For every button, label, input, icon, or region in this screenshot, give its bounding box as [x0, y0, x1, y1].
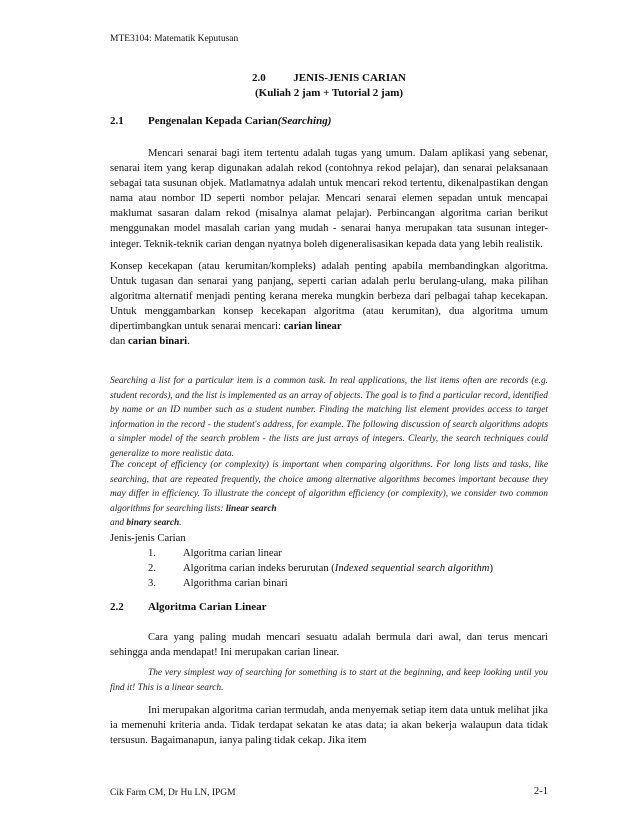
paragraph-intro-malay: Mencari senarai bagi item tertentu adalah tugas yang umum. Dalam aplikasi yang sebenar, senarai item yang kerap digunakan adalah rekod (contohnya rekod pelajar), dan senarai pelaksanaan sebagai tata susunan objek. Matlamatnya adalah untuk mencari rekod tertentu, dikenalpastikan dengan nama atau nombor ID seperti nombor pelajar. Mencari senarai elemen sepadan untuk mencapai maklumat sasaran dalam rekod (misalnya alamat pelajar). Perbincangan algoritma carian berikut menggunakan model masalah carian yang mudah - senarai hanya merupakan tata susunan integer-integer. Teknik-teknik carian dengan nyatnya boleh digeneralisasikan kepada data yang lebih realistik.	[110, 148, 548, 250]
list-item-number: 1.	[148, 548, 156, 559]
chapter-heading: JENIS-JENIS CARIAN	[293, 72, 407, 84]
chapter-hours: (Kuliah 2 jam + Tutorial 2 jam)	[254, 87, 404, 99]
chapter-title	[110, 72, 548, 84]
section-number: 2.1	[110, 115, 124, 127]
section-number: 2.2	[110, 601, 124, 613]
section-title-english: (Searching)	[277, 115, 332, 127]
paragraph-text: Konsep kecekapan (atau kerumitan/kompleks) adalah penting apabila membandingkan algoritma. Untuk tugasan dan senarai yang panjang, seperti carian adalah perlu berulang-ulang, maka pilihan algoritma alternatif menjadi penting kerana mereka mungkin berbeza dari pelbagai tahap kecekapan. Untuk menggambarkan konsep kecekapan algoritma (atau kerumitan), dua algoritma umum dipertimbangkan untuk senarai mencari:	[110, 261, 548, 333]
paragraph-text: The concept of efficiency (or complexity) is important when comparing algorithms. For long lists and tasks, like searching, that are repeated frequently, the choice among alternative algorithms becomes important because they may differ in efficiency. To illustrate the concept of algorithm efficiency (or complexity), we consider two common algorithms for searching lists:	[110, 460, 548, 514]
bold-binary-search-en: binary search	[126, 518, 180, 529]
page-number: 2-1	[533, 786, 548, 797]
list-item-note: Indexed sequential search algorithm	[334, 563, 490, 574]
paragraph-efficiency-malay	[110, 259, 548, 350]
list-item	[110, 576, 288, 591]
list-item-number: 2.	[148, 563, 156, 574]
list-item	[110, 561, 493, 576]
paragraph-linear-malay: Cara yang paling mudah mencari sesuatu adalah bermula dari awal, dan terus mencari sehingga anda mendapat! Ini merupakan carian linear.	[110, 632, 548, 659]
section-heading-2-2	[110, 601, 267, 613]
list-item-text: Algoritma carian indeks berurutan (	[183, 563, 335, 574]
list-item-text-wrapper: Algoritma carian indeks berurutan (Indexed sequential search algorithm)	[183, 563, 493, 574]
running-header: MTE3104: Matematik Keputusan	[110, 34, 239, 44]
period: .	[179, 518, 182, 529]
and-text: dan	[110, 336, 126, 348]
period: .	[187, 336, 190, 348]
paragraph-efficiency-english	[110, 458, 548, 531]
footer-authors: Cik Farm CM, Dr Hu LN, IPGM	[110, 788, 236, 798]
list-item-text: Algoritma carian linear	[183, 548, 282, 559]
list-heading: Jenis-jenis Carian	[110, 533, 186, 544]
list-item-number: 3.	[148, 578, 156, 589]
section-title: Pengenalan Kepada Carian	[148, 115, 278, 127]
bold-binary-search: carian binari	[127, 336, 188, 348]
bold-linear-search: carian linear	[283, 321, 342, 333]
section-heading-2-1	[110, 115, 331, 127]
paragraph-linear-english: The very simplest way of searching for something is to start at the beginning, and keep looking until you find it! This is a linear search.	[110, 668, 548, 693]
chapter-number: 2.0	[251, 72, 266, 84]
section-title: Algoritma Carian Linear	[148, 601, 267, 613]
paragraph-intro-english: Searching a list for a particular item is a common task. In real applications, the list items often are records (e.g. student records), and the list is implemented as an array of objects. The goal is to find a particular record, identified by name or an ID number such as a student number. Finding the matching list element provides access to target information in the record - the student's address, for example. The following discussion of search algorithms adopts a simpler model of the search problem - the lists are just arrays of integers. Clearly, the search techniques could generalize to more realistic data.	[110, 376, 548, 459]
bold-linear-search-en: linear search	[225, 503, 277, 514]
and-text: and	[110, 518, 125, 529]
list-item-text: Algorithma carian binari	[183, 578, 288, 589]
search-types-list	[110, 531, 493, 591]
list-item	[110, 546, 282, 561]
paragraph-linear-detail: Ini merupakan algoritma carian termudah, anda menyemak setiap item data untuk melihat jika ia memenuhi kriteria anda. Tidak terdapat sekatan ke atas data; ia akan bekerja walaupun data tidak tersusun. Bagaimanapun, ianya paling tidak cekap. Jika item	[110, 705, 548, 747]
